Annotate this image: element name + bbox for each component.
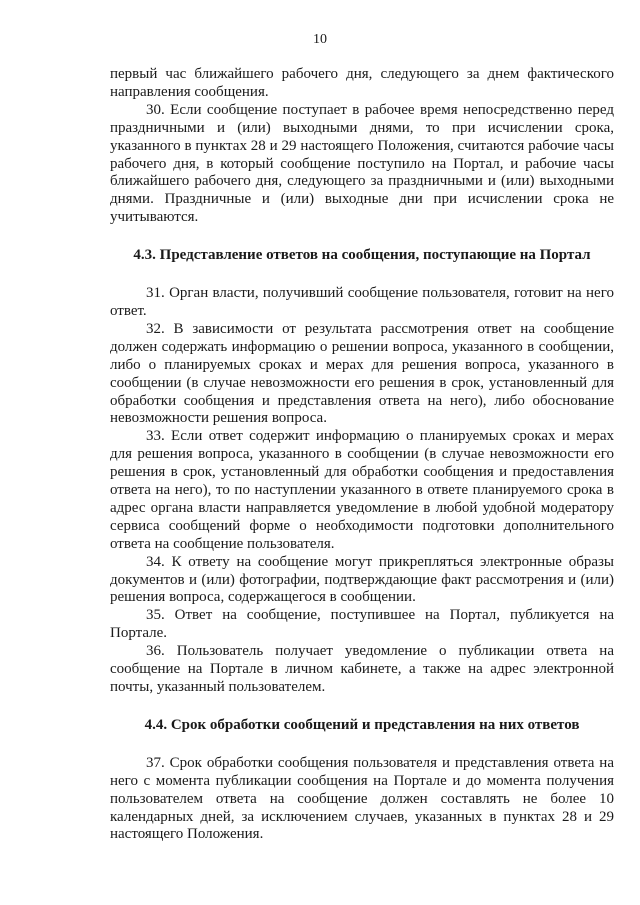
paragraph-34: 34. К ответу на сообщение могут прикрепляться электронные образы документов и (или) фотографии, подтверждающие факт рассмотрения и (или) решения вопроса, содержащегося в сообщении. xyxy=(110,553,614,606)
page-number: 10 xyxy=(313,32,327,47)
section-heading-4-4: 4.4. Срок обработки сообщений и представления на них ответов xyxy=(144,716,580,733)
paragraph-33: 33. Если ответ содержит информацию о планируемых сроках и мерах для решения вопроса, указанного в сообщении (в случае невозможности его решения в срок, установленный для обработки сообщения и предоставления ответа на него), то по наступлении указанного в ответе планируемого срока в адрес органа власти направляется уведомление в любой удобной модератору сервиса сообщений форме о необходимости подготовки дополнительного ответа на сообщение пользователя. xyxy=(110,428,614,552)
paragraph-31: 31. Орган власти, получивший сообщение пользователя, готовит на него ответ. xyxy=(110,285,614,319)
paragraph-30: 30. Если сообщение поступает в рабочее время непосредственно перед праздничными и (или) выходными днями, то при исчислении срока, указанного в пунктах 28 и 29 настоящего Положения, считаются рабочие часы рабочего дня, в который сообщение поступило на Портал, и рабочие часы ближайшего рабочего дня, следующего за праздничными и (или) выходными днями. Праздничные и (или) выходные дни при исчислении срока не учитываются. xyxy=(110,101,614,226)
section-heading-4-3: 4.3. Представление ответов на сообщения, поступающие на Портал xyxy=(133,247,591,264)
paragraph-35: 35. Ответ на сообщение, поступившее на Портал, публикуется на Портале. xyxy=(110,607,614,642)
document-body xyxy=(110,66,614,844)
paragraph-29-continuation: первый час ближайшего рабочего дня, следующего за днем фактического направления сообщения. xyxy=(110,66,614,100)
paragraph-32: 32. В зависимости от результата рассмотрения ответ на сообщение должен содержать информацию о решении вопроса, указанного в сообщении, либо о планируемых сроках и мерах для решения вопроса, указанного в сообщении (в случае невозможности его решения в срок, установленный для обработки сообщения и представления ответа на него), либо обоснование невозможности решения вопроса. xyxy=(110,320,614,427)
paragraph-36: 36. Пользователь получает уведомление о публикации ответа на сообщение на Портале в личном кабинете, а также на адрес электронной почты, указанный пользователем. xyxy=(110,643,614,695)
paragraph-37: 37. Срок обработки сообщения пользователя и представления ответа на него с момента публикации сообщения на Портале и до момента получения пользователем ответа на сообщение должен составлять не более 10 календарных дней, за исключением случаев, указанных в пунктах 28 и 29 настоящего Положения. xyxy=(110,754,614,843)
